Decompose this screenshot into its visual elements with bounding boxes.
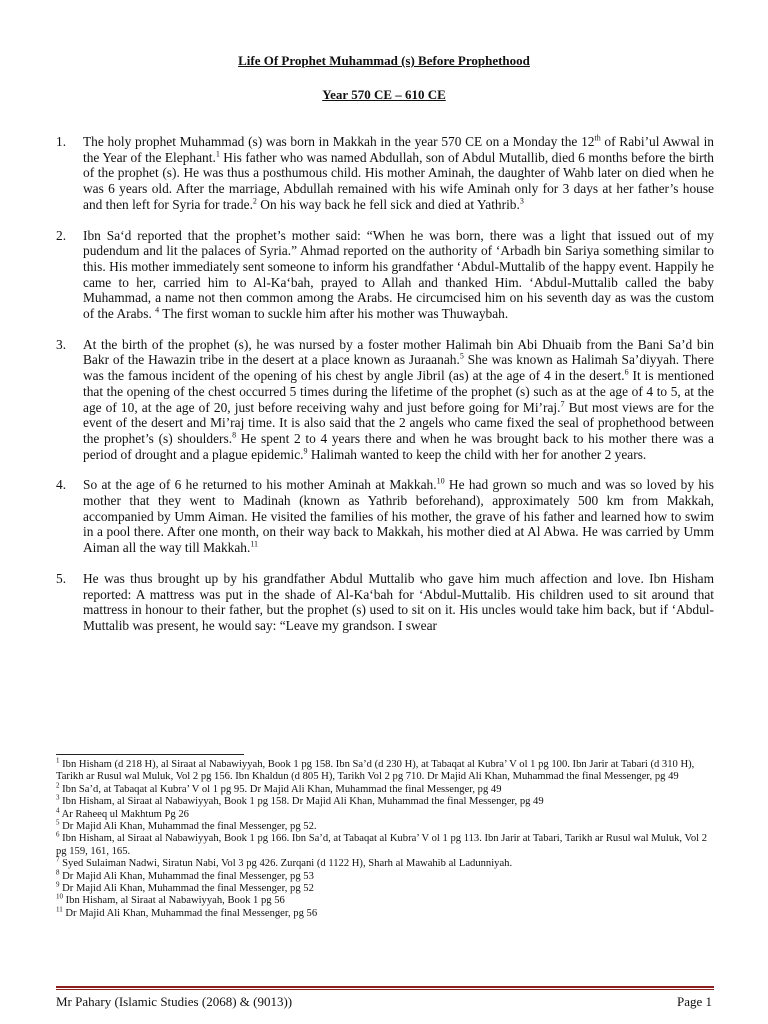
paragraph-text: He was thus brought up by his grandfather Abdul Muttalib who gave him much affection and love. Ibn Hisham reported: A mattress was put in the shade of Al-Ka‘bah for ‘Abdul-Muttalib. His children used to sit around that mattress in honour to their father, but the prophet (s) used to sit on it. His uncles would take him back, but if ‘Abdul-Muttalib was present, he would say: “Leave my grandson. I swear [83, 570, 714, 633]
footnote-reference: 10 [436, 476, 445, 486]
footnote-text: Ibn Sa’d, at Tabaqat al Kubra’ V ol 1 pg 95. Dr Majid Ali Khan, Muhammad the final Messenger, pg 49 [59, 783, 502, 795]
paragraph-text: He spent 2 to 4 years there and when he was brought back to his mother there was a period of drought and a plague epidemic. [83, 430, 715, 462]
footnote-number: 1 [56, 756, 60, 765]
list-item [56, 571, 714, 634]
footnote-number: 11 [56, 905, 63, 914]
footnote-text: Dr Majid Ali Khan, Muhammad the final Messenger, pg 53 [59, 870, 314, 882]
footnote-number: 9 [56, 880, 60, 889]
paragraph-text: Halimah wanted to keep the child with her for another 2 years. [307, 446, 647, 462]
footnote-reference: 6 [624, 367, 629, 377]
footnote-reference: th [594, 133, 601, 143]
footnote [56, 793, 714, 808]
footnote-reference: 3 [519, 196, 524, 206]
footnote-number: 3 [56, 793, 60, 802]
document-subtitle: Year 570 CE – 610 CE [322, 87, 446, 102]
footnote-text: Syed Sulaiman Nadwi, Siratun Nabi, Vol 3 pg 426. Zurqani (d 1122 H), Sharh al Mawahib al Ladunniyah. [59, 858, 513, 870]
footnote [56, 892, 714, 907]
footnote-reference: 5 [459, 351, 464, 361]
paragraph-text: of Rabi’ul Awwal in the Year of the Elephant. [83, 134, 714, 165]
footnote [56, 818, 714, 833]
footnote [56, 855, 714, 870]
footnote-reference: 4 [155, 305, 160, 315]
footnote-text: Dr Majid Ali Khan, Muhammad the final Messenger, pg 52. [59, 821, 317, 833]
footnote-reference: 2 [252, 196, 257, 206]
footnote [56, 756, 714, 784]
paragraph-text: Ibn Sa‘d reported that the prophet’s mother said: “When he was born, there was a light that issued out of my pudendum and lit the palaces of Syria.” Ahmad reported on the authority of ‘Arbadh bin Sariya something similar to this. His mother immediately sent someone to inform his grandfather ‘Abdul-Muttalib of the happy event. Happily he came to her, carried him to Al-Ka‘bah, prayed to Allah and thanked Him. ‘Abdul-Muttalib called the baby Muhammad, a name not then common among the Arabs. He circumcised him on his seventh day as was the custom of the Arabs. [83, 227, 714, 322]
paragraph-text: At the birth of the prophet (s), he was nursed by a foster mother Halimah bin Abi Dhuaib from the Bani Sa’d bin Bakr of the Hawazin tribe in the desert at a place known as Juraanah. [83, 336, 714, 368]
footer-page-number: Page 1 [676, 994, 712, 1009]
paragraph-text: But most views are for the event of the desert and Mi’raj time. It is also said that the 2 angels who came fixed the seal of prophethood between the prophet’s (s) shoulders. [83, 399, 714, 446]
footnote-text: Dr Majid Ali Khan, Muhammad the final Messenger, pg 52 [59, 883, 314, 895]
footnotes [56, 756, 714, 920]
paragraph-text: His father who was named Abdullah, son of Abdul Mutallib, died 6 months before the birth of the prophet (s). He was thus a posthumous child. His mother Aminah, the daughter of Wahb later on died when he was 6 years old. After the marriage, Abdullah remained with his wife Aminah only for 3 days at her father’s house and then left for Syria for trade. [83, 149, 714, 212]
footnote-text: Ibn Hisham, al Siraat al Nabawiyyah, Book 1 pg 166. Ibn Sa’d, at Tabaqat al Kubra’ V ol 1 pg 113. Ibn Jarir at Tabari, Tarikh ar Rusul wal Muluk, Vol 2 pg 159, 161, 165. [56, 833, 708, 857]
footnote [56, 830, 714, 858]
footnote [56, 868, 714, 883]
footnote-reference: 8 [232, 430, 237, 440]
list-item-number: 4. [56, 477, 67, 493]
paragraph-text: The first woman to suckle him after his mother was Thuwaybah. [159, 306, 509, 322]
footnote-number: 10 [56, 892, 63, 901]
footnote-reference: 1 [215, 149, 220, 159]
list-item-number: 1. [56, 134, 67, 149]
paragraph-text: The holy prophet Muhammad (s) was born in Makkah in the year 570 CE on a Monday the 12 [83, 134, 595, 149]
paragraph-text: He had grown so much and was so loved by his mother that they went to Madinah (known as Yathrib beforehand), approximately 500 km from Makkah, accompanied by Umm Aiman. He visited the families of his mother, the grave of his father and learned how to swim in a pool there. After one month, on their way back to Makkah, his mother died at Al Abwa. He was carried by Umm Aiman all the way till Makkah. [83, 477, 714, 556]
footnote [56, 880, 714, 895]
footnote-reference: 9 [303, 446, 308, 456]
list-item [56, 477, 714, 556]
paragraph-text: She was known as Halimah Sa’diyyah. There was the famous incident of the opening of his chest by angle Jibril (as) at the age of 4 in the desert. [83, 352, 714, 384]
footnote [56, 781, 714, 796]
footnote-text: Ibn Hisham, al Siraat al Nabawiyyah, Book 1 pg 56 [63, 895, 285, 907]
footer-course: Mr Pahary (Islamic Studies (2068) & (9013)) [56, 994, 293, 1009]
list-item [56, 337, 714, 463]
footnote-reference: 7 [560, 399, 565, 409]
list-item [56, 228, 714, 322]
footnote-separator [56, 754, 244, 755]
footnote-text: Dr Majid Ali Khan, Muhammad the final Messenger, pg 56 [62, 907, 318, 919]
list-item [56, 134, 714, 213]
paragraph-text: So at the age of 6 he returned to his mother Aminah at Makkah. [83, 477, 437, 493]
footnote-number: 7 [56, 855, 60, 864]
footnote-text: Ar Raheeq ul Makhtum Pg 26 [59, 808, 189, 820]
footnote-number: 4 [56, 806, 60, 815]
footnote-number: 6 [56, 830, 60, 839]
list-item-number: 5. [56, 570, 67, 586]
document-title: Life Of Prophet Muhammad (s) Before Prophethood [238, 53, 530, 68]
footnote-text: Ibn Hisham, al Siraat al Nabawiyyah, Book 1 pg 158. Dr Majid Ali Khan, Muhammad the final Messenger, pg 49 [59, 796, 544, 808]
footnote-number: 5 [56, 818, 60, 827]
footnote [56, 905, 714, 920]
footnote-reference: 11 [250, 539, 259, 549]
footnote-number: 2 [56, 781, 60, 790]
list-item-number: 2. [56, 227, 67, 243]
footnote [56, 806, 714, 821]
paragraph-text: On his way back he fell sick and died at Yathrib. [256, 196, 520, 212]
footnote-number: 8 [56, 868, 60, 877]
footer-rule [56, 986, 714, 990]
numbered-list [56, 134, 714, 649]
paragraph-text: It is mentioned that the opening of the chest occurred 5 times during the lifetime of the prophet (s) such as at the age of 4 to 5, at the age of 10, at the age of 20, just before receiving wahy and just before going for Mi’raj. [83, 368, 714, 415]
footnote-text: Ibn Hisham (d 218 H), al Siraat al Nabawiyyah, Book 1 pg 158. Ibn Sa’d (d 230 H), at Tabaqat al Kubra’ V ol 1 pg 100. Ibn Jarir at Tabari (d 310 H), Tarikh ar Rusul wal Muluk, Vol 2 pg 156. Ibn Khaldun (d 805 H), Tarikh Vol 2 pg 710. Dr Majid Ali Khan, Muhammad the final Messenger, pg 49 [56, 759, 695, 783]
list-item-number: 3. [56, 336, 67, 352]
